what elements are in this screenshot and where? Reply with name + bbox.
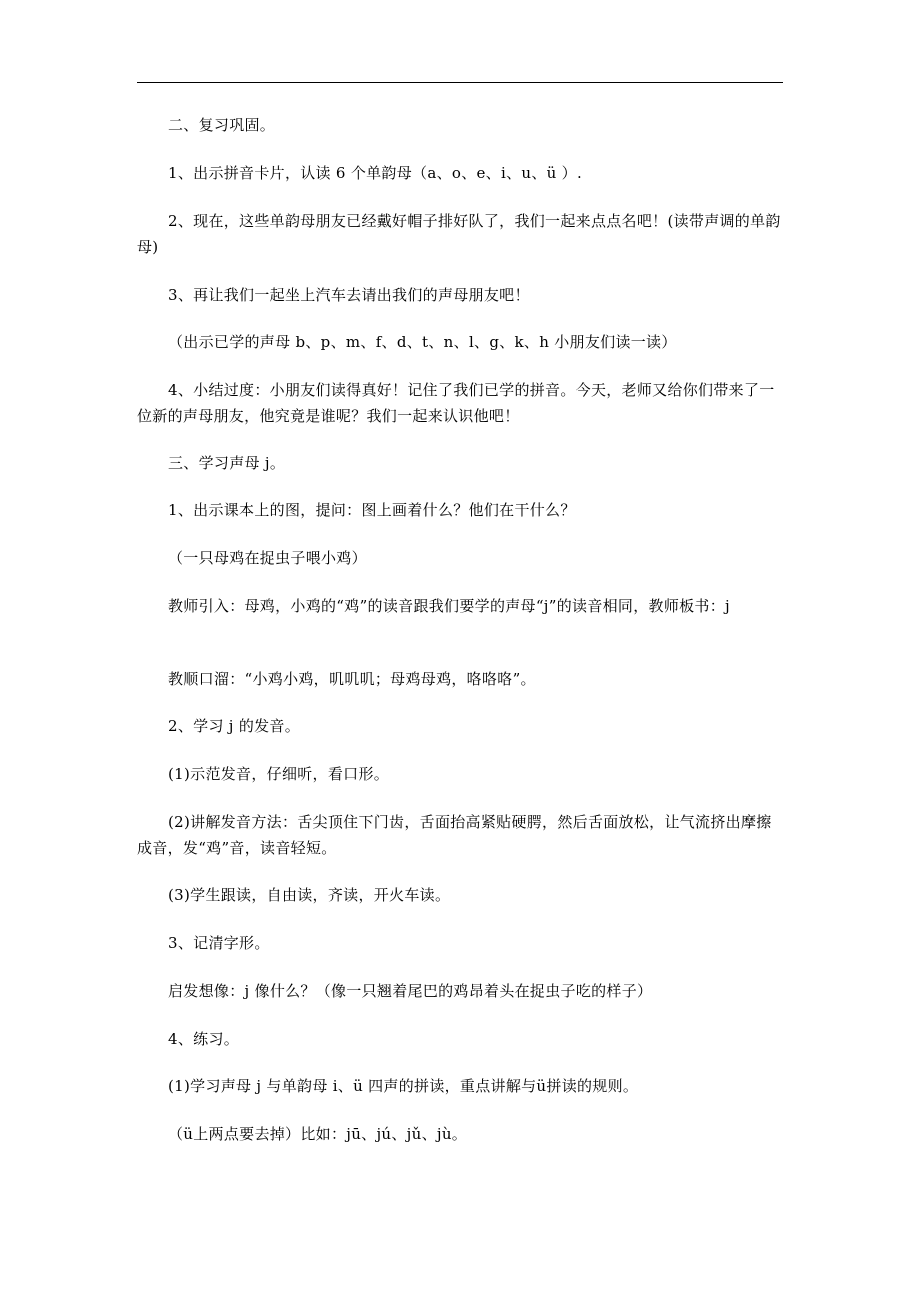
section-heading-learn-j: 三、学习声母 j。 xyxy=(168,454,286,472)
paragraph: 3、再让我们一起坐上汽车去请出我们的声母朋友吧！ xyxy=(168,286,530,304)
paragraph: 2、现在，这些单韵母朋友已经戴好帽子排好队了，我们一起来点点名吧！(读带声调的单韵母) xyxy=(137,212,781,256)
paragraph: 教师引入：母鸡，小鸡的“鸡”的读音跟我们要学的声母“j”的读音相同，教师板书：j xyxy=(168,597,730,615)
paragraph: (2)讲解发音方法：舌尖顶住下门齿，舌面抬高紧贴硬腭，然后舌面放松，让气流挤出摩擦成音，发“鸡”音，读音轻短。 xyxy=(137,813,772,857)
section-heading-review: 二、复习巩固。 xyxy=(168,116,276,134)
paragraph: 2、学习 j 的发音。 xyxy=(168,717,301,735)
paragraph: 启发想像：j 像什么？（像一只翘着尾巴的鸡昂着头在捉虫子吃的样子） xyxy=(168,982,653,1000)
paragraph: 1、出示课本上的图，提问：图上画着什么？他们在干什么？ xyxy=(168,501,576,519)
paragraph: 1、出示拼音卡片，认读 6 个单韵母（a、o、e、i、u、ü ）. xyxy=(168,164,583,182)
paragraph: 4、小结过度：小朋友们读得真好！记住了我们已学的拼音。今天，老师又给你们带来了一位新的声母朋友，他究竟是谁呢？我们一起来认识他吧！ xyxy=(137,381,775,425)
paragraph: 教顺口溜：“小鸡小鸡，叽叽叽；母鸡母鸡，咯咯咯”。 xyxy=(168,670,536,688)
paragraph: （ü上两点要去掉）比如：jū、jú、jǔ、jù。 xyxy=(168,1125,468,1143)
paragraph: (1)示范发音，仔细听，看口形。 xyxy=(168,765,390,783)
paragraph: （出示已学的声母 b、p、m、f、d、t、n、l、g、k、h 小朋友们读一读） xyxy=(168,333,677,351)
paragraph: 4、练习。 xyxy=(168,1030,240,1048)
paragraph: (3)学生跟读，自由读，齐读，开火车读。 xyxy=(168,886,451,904)
header-divider xyxy=(137,82,783,83)
paragraph: （一只母鸡在捉虫子喂小鸡） xyxy=(168,549,367,567)
paragraph: (1)学习声母 j 与单韵母 i、ü 四声的拼读，重点讲解与ü拼读的规则。 xyxy=(168,1077,639,1095)
paragraph: 3、记清字形。 xyxy=(168,934,270,952)
